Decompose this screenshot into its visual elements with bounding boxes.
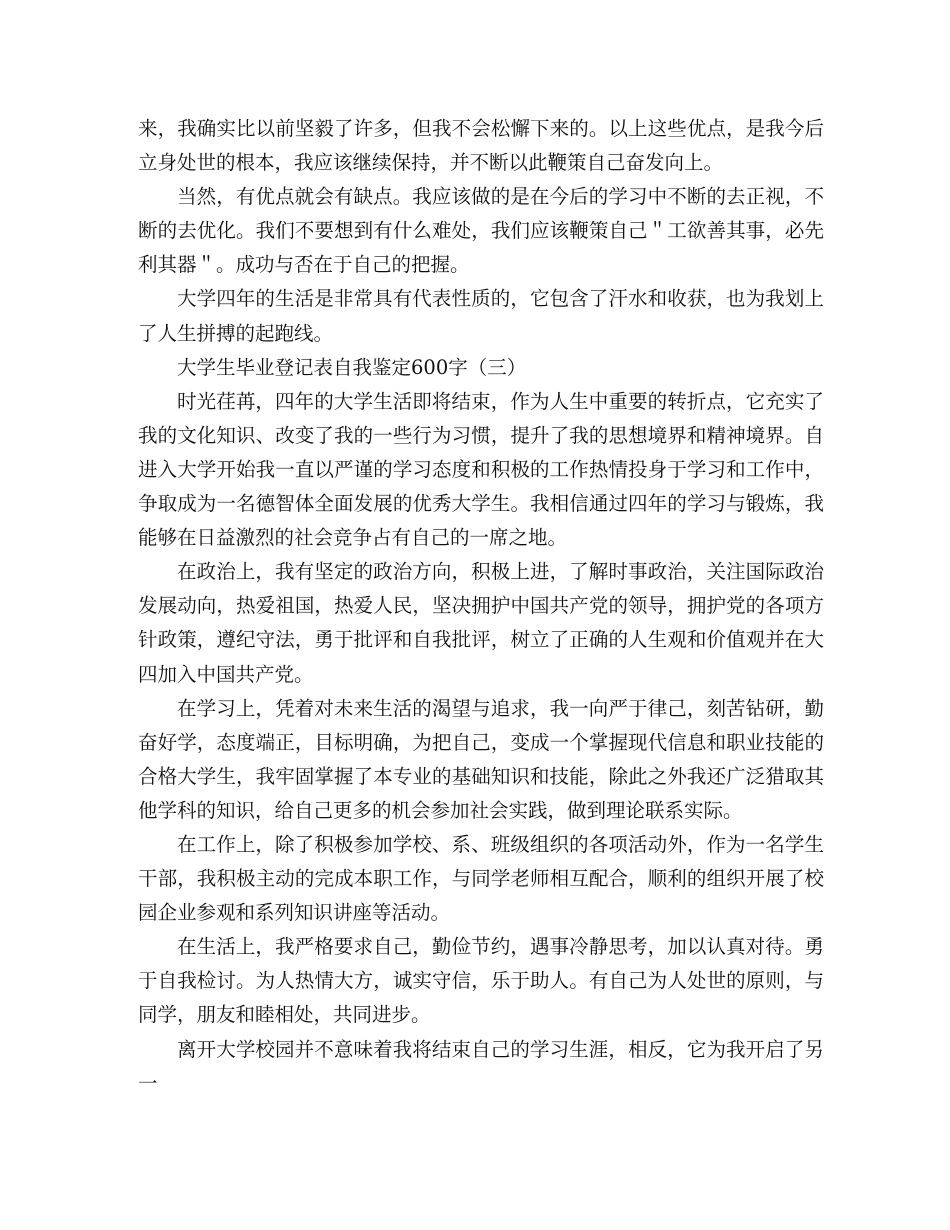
paragraph-university-life: 大学四年的生活是非常具有代表性质的，它包含了汗水和收获，也为我划上了人生拼搏的起跑线。 bbox=[138, 287, 824, 345]
paragraph-continuation: 来，我确实比以前坚毅了许多，但我不会松懈下来的。以上这些优点，是我今后立身处世的根本，我应该继续保持，并不断以此鞭策自己奋发向上。 bbox=[138, 117, 824, 175]
document-body bbox=[138, 112, 824, 1101]
paragraph-intro: 时光荏苒，四年的大学生活即将结束，作为人生中重要的转折点，它充实了我的文化知识、改变了我的一些行为习惯，提升了我的思想境界和精神境界。自进入大学开始我一直以严谨的学习态度和积极的工作热情投身于学习和工作中，争取成为一名德智体全面发展的优秀大学生。我相信通过四年的学习与锻炼，我能够在日益激烈的社会竞争占有自己的一席之地。 bbox=[138, 389, 824, 550]
paragraph-politics: 在政治上，我有坚定的政治方向，积极上进，了解时事政治，关注国际政治发展动向，热爱祖国，热爱人民，坚决拥护中国共产党的领导，拥护党的各项方针政策，遵纪守法，勇于批评和自我批评，树立了正确的人生观和价值观并在大四加入中国共产党。 bbox=[138, 560, 824, 686]
section-heading: 大学生毕业登记表自我鉴定600字（三） bbox=[177, 355, 527, 379]
paragraph-life: 在生活上，我严格要求自己，勤俭节约，遇事冷静思考，加以认真对待。勇于自我检讨。为人热情大方，诚实守信，乐于助人。有自己为人处世的原则，与同学，朋友和睦相处，共同进步。 bbox=[138, 935, 824, 1027]
paragraph-shortcomings: 当然，有优点就会有缺点。我应该做的是在今后的学习中不断的去正视，不断的去优化。我们不要想到有什么难处，我们应该鞭策自己＂工欲善其事，必先利其器＂。成功与否在于自己的把握。 bbox=[138, 185, 824, 277]
paragraph-work: 在工作上，除了积极参加学校、系、班级组织的各项活动外，作为一名学生干部，我积极主动的完成本职工作，与同学老师相互配合，顺利的组织开展了校园企业参观和系列知识讲座等活动。 bbox=[138, 832, 824, 925]
paragraph-study: 在学习上，凭着对未来生活的渴望与追求，我一向严于律己，刻苦钻研，勤奋好学，态度端正，目标明确，为把自己，变成一个掌握现代信息和职业技能的合格大学生，我牢固掌握了本专业的基础知识和技能，除此之外我还广泛猎取其他学科的知识，给自己更多的机会参加社会实践，做到理论联系实际。 bbox=[138, 696, 824, 822]
paragraph-closing: 离开大学校园并不意味着我将结束自己的学习生涯，相反，它为我开启了另一 bbox=[138, 1037, 824, 1095]
